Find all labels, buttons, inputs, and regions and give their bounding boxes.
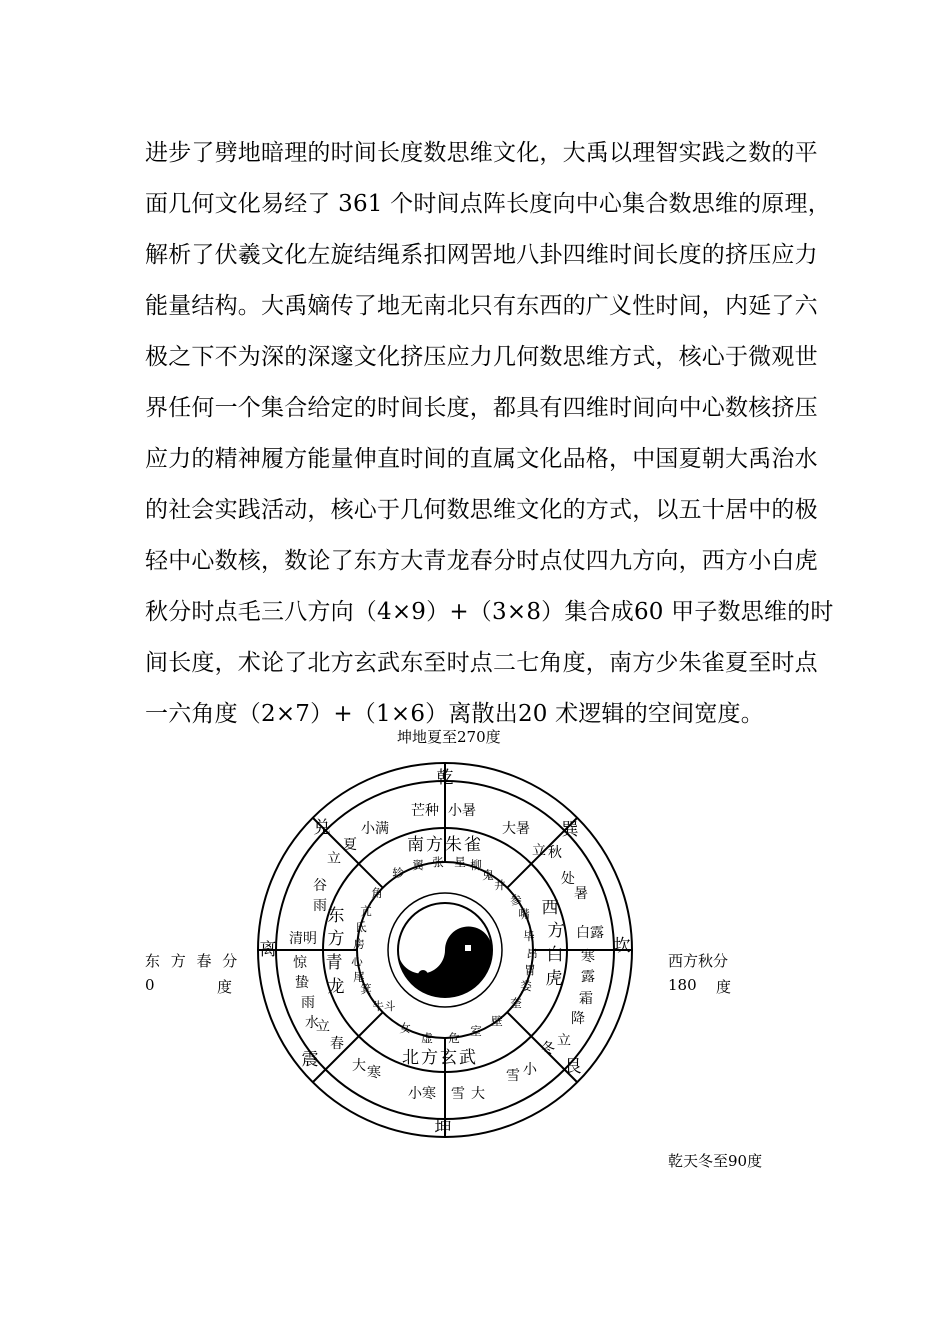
term-bailu: 白露 (576, 925, 604, 941)
term-lixia: 夏 (343, 837, 357, 853)
caption-spring-unit: 度 (217, 978, 233, 996)
mansion-nv: 女 (399, 1021, 411, 1035)
term-daxue: 大 (471, 1086, 485, 1102)
paragraph-line: 轻中心数核，数论了东方大青龙春分时点仗四九方向，西方小白虎 (145, 548, 818, 574)
caption-autumn-degree: 180 (668, 976, 697, 994)
paragraph-line: 进步了劈地暗理的时间长度数思维文化，大禹以理智实践之数的平 (145, 140, 818, 166)
caption-winter-solstice: 乾天冬至90度 (668, 1152, 763, 1170)
term-guyu: 谷 (313, 878, 327, 894)
mansion-jiao: 角 (371, 886, 383, 900)
term-daxue: 雪 (451, 1086, 465, 1102)
mansion-xin: 心 (351, 954, 363, 968)
quadrant-west: 西 (541, 898, 559, 918)
term-dashu: 大暑 (502, 821, 530, 837)
term-liqiu: 立 (532, 843, 546, 859)
paragraph-line: 能量结构。大禹嫡传了地无南北只有东西的广义性时间，内延了六 (145, 293, 818, 319)
term-hanlu: 寒 (581, 949, 595, 965)
term-hanlu: 露 (581, 969, 595, 985)
term-xiaoxue: 小 (523, 1062, 537, 1078)
caption-autumn-unit: 度 (716, 978, 732, 996)
mansion-gui: 鬼 (482, 868, 494, 882)
caption-spring-equinox: 东 方 春 分 (145, 952, 238, 970)
quadrant-east: 方 (327, 929, 345, 949)
trigram-li: 离 (259, 940, 277, 960)
quadrant-north: 北方玄武 (402, 1048, 478, 1068)
mansion-kang: 亢 (360, 904, 372, 918)
term-yushui: 雨 (301, 995, 315, 1011)
term-chushu: 处 (561, 871, 575, 887)
mansion-di: 氐 (355, 920, 367, 934)
term-xiaoxue: 雪 (506, 1068, 520, 1084)
quadrant-west: 白 (546, 945, 564, 965)
mansion-zi: 嘴 (518, 907, 530, 921)
term-liqiu: 秋 (548, 845, 562, 861)
paragraph-line: 秋分时点毛三八方向（4×9）+（3×8）集合成60 甲子数思维的时 (145, 599, 834, 625)
caption-spring-degree: 0 (145, 976, 155, 994)
term-xiaoshu: 小暑 (448, 803, 476, 819)
term-guyu: 雨 (313, 898, 327, 914)
mansion-zhang: 张 (432, 855, 444, 869)
mansion-niu-dou: 牛斗 (372, 999, 396, 1013)
trigram-gen: 艮 (564, 1057, 582, 1077)
term-dahan: 大 (352, 1058, 366, 1074)
trigram-dui: 兑 (313, 818, 331, 838)
mansion-shen: 参 (510, 893, 522, 907)
term-lichun: 春 (330, 1036, 344, 1052)
term-yushui: 水 (305, 1015, 319, 1031)
quadrant-east: 龙 (327, 977, 345, 997)
mansion-bi-wall: 壁 (491, 1014, 503, 1028)
term-chushu: 暑 (574, 886, 588, 902)
mansion-mao: 昂 (526, 947, 538, 961)
mansion-bi-net: 毕 (523, 929, 535, 943)
caption-summer-solstice: 坤地夏至270度 (397, 728, 501, 746)
mansion-fang: 房 (353, 937, 365, 951)
term-dahan: 寒 (367, 1065, 381, 1081)
paragraph-line: 间长度，术论了北方玄武东至时点二七角度，南方少朱雀夏至时点 (145, 650, 818, 676)
mansion-wei-danger: 危 (448, 1031, 460, 1045)
quadrant-east: 东 (327, 906, 345, 926)
term-mangzhong: 芒种 (411, 803, 439, 819)
paragraph-line: 解析了伏羲文化左旋结绳系扣网罟地八卦四维时间长度的挤压应力 (145, 242, 818, 268)
trigram-qian: 乾 (436, 768, 454, 788)
term-xiaoman: 小满 (361, 821, 389, 837)
trigram-xun: 巽 (561, 820, 579, 840)
term-shuangjiang: 霜 (579, 991, 593, 1007)
caption-autumn-equinox: 西方秋分 (668, 952, 729, 970)
quadrant-east: 青 (325, 953, 343, 973)
paragraph-line: 应力的精神履方能量伸直时间的直属文化品格，中国夏朝大禹治水 (145, 446, 818, 472)
quadrant-west: 虎 (545, 969, 563, 989)
body-paragraph (145, 128, 834, 740)
bagua-wheel-diagram (250, 755, 640, 1145)
mansion-yi: 翼 (412, 858, 424, 872)
trigram-kan: 坎 (613, 936, 631, 956)
term-jingzhe: 蛰 (295, 975, 309, 991)
mansion-liu: 柳 (470, 858, 482, 872)
term-lichun: 立 (316, 1019, 330, 1035)
mansion-jing: 井 (494, 878, 506, 892)
quadrant-south: 南方朱雀 (407, 835, 483, 855)
term-lidong: 冬 (541, 1041, 555, 1057)
paragraph-line: 极之下不为深的深邃文化挤压应力几何数思维方式，核心于微观世 (145, 344, 818, 370)
mansion-wei-stomach: 胃 (524, 963, 536, 977)
paragraph-line: 的社会实践活动，核心于几何数思维文化的方式，以五十居中的极 (145, 497, 818, 523)
paragraph-line: 一六角度（2×7）+（1×6）离散出20 术逻辑的空间宽度。 (145, 701, 764, 727)
term-jingzhe: 惊 (293, 955, 307, 971)
trigram-zhen: 震 (301, 1050, 319, 1070)
quadrant-west: 方 (547, 921, 565, 941)
paragraph-line: 界任何一个集合给定的时间长度，都具有四维时间向中心数核挤压 (145, 395, 818, 421)
yin-yang-icon (398, 903, 492, 997)
mansion-shi: 室 (470, 1024, 482, 1038)
mansion-lou: 娄 (520, 979, 532, 993)
term-shuangjiang: 降 (571, 1011, 585, 1027)
term-lixia: 立 (327, 851, 341, 867)
term-qingming: 清明 (289, 931, 317, 947)
term-xiaohan: 小寒 (408, 1086, 436, 1102)
mansion-xu: 虚 (421, 1031, 433, 1045)
mansion-xing: 星 (454, 855, 466, 869)
mansion-zhen: 轸 (392, 866, 404, 880)
trigram-kun: 坤 (434, 1118, 452, 1138)
mansion-wei-tail: 尾 (353, 970, 365, 984)
paragraph-line: 面几何文化易经了 361 个时间点阵长度向中心集合数思维的原理， (145, 191, 831, 217)
mansion-kui: 奎 (510, 996, 522, 1010)
mansion-ji: 箕 (360, 982, 372, 996)
term-lidong: 立 (557, 1033, 571, 1049)
